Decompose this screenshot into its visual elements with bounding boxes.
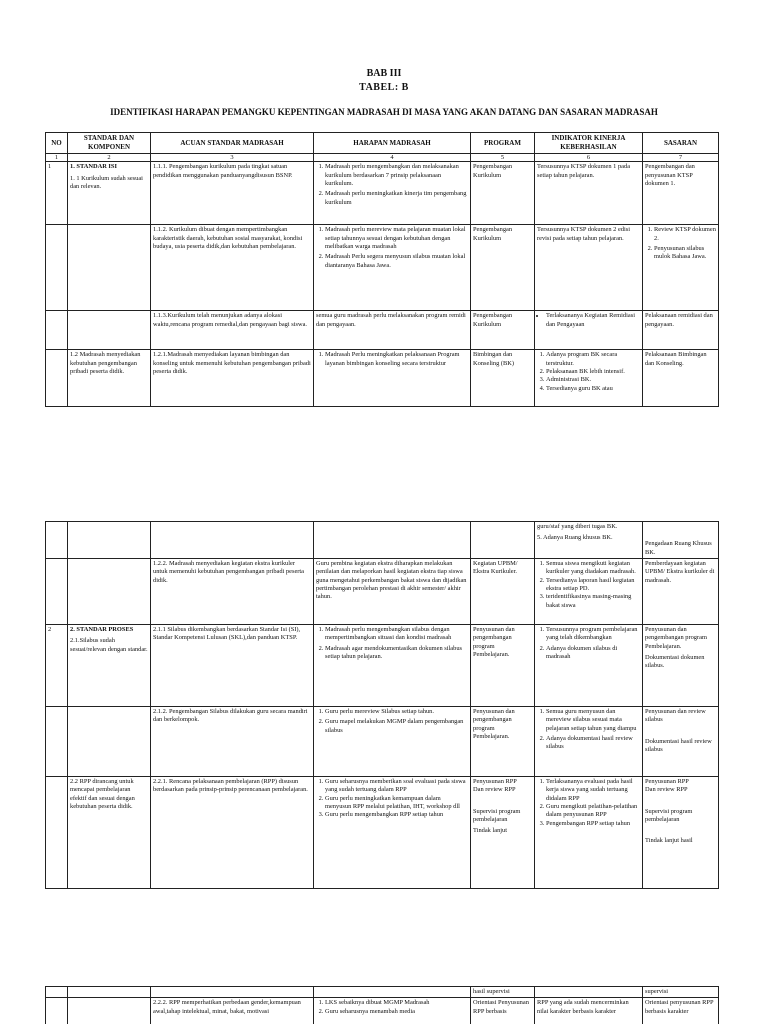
harapan-item: 1. Madrasah perlu mengembangkan silabus dengan mempertimbangkan situasi dan kondisi madrasah bbox=[325, 626, 468, 643]
cell-acuan: 2.1.2. Pengembangan Silabus dilakukan guru secara mandiri dan berkelompok. bbox=[151, 707, 314, 777]
cell-program: Pengembangan Kurikulum bbox=[471, 225, 535, 311]
harapan-item: 2. Guru seharusnya menambah media bbox=[325, 1008, 468, 1016]
cell-harapan bbox=[314, 777, 471, 889]
sasaran-item: Dan review RPP bbox=[645, 786, 688, 794]
cell-sasaran: supervisi bbox=[643, 987, 719, 998]
indikator-item: 2. Tersedianya laporan hasil kegiatan ekstra setiap PD. bbox=[546, 577, 640, 594]
identification-table-page-1 bbox=[45, 132, 719, 407]
cell-harapan bbox=[314, 162, 471, 225]
cell-sasaran: Pengembangan dan penyusunan KTSP dokumen 1. bbox=[643, 162, 719, 225]
cell-program: Bimbingan dan Konseling (BK) bbox=[471, 350, 535, 407]
table-header-row bbox=[46, 133, 719, 154]
sasaran-item: Dokumentasi dokumen silabus. bbox=[645, 653, 705, 670]
header-sasaran: SASARAN bbox=[643, 133, 719, 154]
table-row bbox=[46, 987, 719, 998]
harapan-item: 2. Guru mapel melakukan MGMP dalam pengembangan silabus bbox=[325, 718, 468, 735]
harapan-item: 1. Guru seharusnya memberikan soal evaluasi pada siswa yang sudah tertuang dalam RPP bbox=[325, 778, 468, 795]
cell-acuan: 1.2.1.Madrasah menyediakan layanan bimbingan dan konseling untuk memenuhi kebutuhan pengembangan pribadi peserta didik. bbox=[151, 350, 314, 407]
cell-indikator bbox=[535, 777, 643, 889]
document-heading: IDENTIFIKASI HARAPAN PEMANGKU KEPENTINGAN MADRASAH DI MASA YANG AKAN DATANG DAN SASARAN MADRASAH bbox=[110, 107, 658, 117]
harapan-item: 2. Madrasah Perlu segera menyusun silabus muatan lokal diantaranya Bahasa Jawa. bbox=[325, 253, 468, 270]
sasaran-item: Penyusunan RPP bbox=[645, 778, 689, 785]
cell-sasaran bbox=[643, 225, 719, 311]
column-number-row bbox=[46, 154, 719, 162]
cell-program: Penyusunan dan pengembangan program Pembelajaran. bbox=[471, 707, 535, 777]
indikator-continued: guru/staf yang diberi tugas BK. bbox=[537, 523, 618, 530]
header-acuan: ACUAN STANDAR MADRASAH bbox=[151, 133, 314, 154]
cell-indikator bbox=[535, 311, 643, 350]
cell-indikator bbox=[535, 707, 643, 777]
program-item: Tindak lanjut bbox=[473, 827, 508, 835]
standar-title: 1. STANDAR ISI bbox=[70, 163, 117, 171]
col-number: 1 bbox=[46, 154, 68, 162]
table-row bbox=[46, 350, 719, 407]
program-item: Dan review RPP bbox=[473, 786, 516, 794]
cell-standar: 2.2 RPP dirancang untuk mencapai pembelajaran efektif dan sesuai dengan kebutuhan peserta didik. bbox=[68, 777, 151, 889]
cell-harapan bbox=[314, 225, 471, 311]
harapan-item: 3. Guru perlu mengembangkan RPP setiap tahun bbox=[325, 811, 468, 819]
indikator-item: 1. Tersusunnya program pembelajaran yang telah dikembangkan bbox=[546, 626, 640, 643]
cell-indikator: RPP yang ada sudah mencerminkan nilai karakter berbasis karakter bbox=[535, 998, 643, 1024]
cell-program: hasil supervisi bbox=[471, 987, 535, 998]
header-indikator: INDIKATOR KINERJA KEBERHASILAN bbox=[535, 133, 643, 154]
chapter-title: BAB III bbox=[366, 68, 402, 79]
standar-title: 2. STANDAR PROSES bbox=[70, 626, 134, 633]
col-number: 6 bbox=[535, 154, 643, 162]
cell-indikator: Tersusunnya KTSP dokumen 2 edisi revisi pada setiap tahun pelajaran. bbox=[535, 225, 643, 311]
table-row bbox=[46, 522, 719, 559]
harapan-item: 1. Madrasah perlu mengembangkan dan melaksanakan kurikulum berdasarkan 7 prinsip pelaksanaan kurikulum. bbox=[325, 163, 468, 188]
harapan-item: 2. Madrasah perlu meningkatkan kinerja tim pengembang kurikulum bbox=[325, 190, 468, 207]
cell-acuan: 2.2.1. Rencana pelaksanaan pembelajaran (RPP) disusun berdasarkan pada prinsip-prinsip perencanaan pembelajaran. bbox=[151, 777, 314, 889]
cell-sasaran: Pelaksanaan remidiasi dan pengayaan. bbox=[643, 311, 719, 350]
col-number: 2 bbox=[68, 154, 151, 162]
cell-no: 1 bbox=[46, 162, 68, 225]
indikator-item: 3. Pengembangan RPP setiap tahun bbox=[546, 820, 640, 828]
identification-table-page-3 bbox=[45, 986, 719, 1024]
sasaran-item: Tindak lanjut hasil bbox=[645, 837, 693, 845]
standar-sub: 2.1.Silabus sudah sesuai/relevan dengan standar. bbox=[70, 637, 148, 653]
sasaran-item: 2. Penyusunan silabus mulok Bahasa Jawa. bbox=[654, 245, 716, 262]
harapan-item: 2. Guru perlu meningkatkan kemampuan dalam menyusun RPP melalui pelatihan, IHT, workshop dll bbox=[325, 795, 468, 812]
col-number: 5 bbox=[471, 154, 535, 162]
cell-acuan: 2.1.1 Silabus dikembangkan berdasarkan Standar Isi (SI), Standar Kompetensi Lulusan (SKL),dan panduan KTSP. bbox=[151, 625, 314, 707]
table-row bbox=[46, 998, 719, 1024]
indikator-item: 2. Guru mengikuti pelatihan-pelatihan dalam penyusunan RPP bbox=[546, 803, 640, 820]
cell-harapan bbox=[314, 350, 471, 407]
indikator-item: 2. Adanya dokumen silabus di madrasah bbox=[546, 645, 640, 662]
sasaran-item: Supervisi program pembelajaran bbox=[645, 807, 693, 823]
cell-sasaran bbox=[643, 625, 719, 707]
program-item: Penyusunan RPP bbox=[473, 778, 517, 785]
cell-program: Kegiatan UPBM/ Ekstra Kurikuler. bbox=[471, 559, 535, 625]
program-item: Supervisi program pembelajaran bbox=[473, 807, 521, 823]
cell-acuan: 1.1.1. Pengembangan kurikulum pada tingkat satuan pendidikan menggunakan panduanyangdisusun BSNP. bbox=[151, 162, 314, 225]
harapan-item: 1. Guru perlu mereview Silabus setiap tahun. bbox=[325, 708, 468, 716]
cell-indikator bbox=[535, 350, 643, 407]
table-row bbox=[46, 707, 719, 777]
indikator-item: 5. Adanya Ruang khusus BK. bbox=[537, 534, 613, 542]
table-title: TABEL: B bbox=[359, 82, 409, 93]
cell-acuan: 1.1.3.Kurikulum telah menunjukan adanya alokasi waktu,rencana program remedial,dan pengayaan bagi siswa. bbox=[151, 311, 314, 350]
standar-sub: 1. 1 Kurikulum sudah sesuai dan relevan. bbox=[70, 174, 143, 190]
harapan-item: 1. LKS sebaiknya dibuat MGMP Madrasah bbox=[325, 999, 468, 1007]
header-program: PROGRAM bbox=[471, 133, 535, 154]
cell-sasaran: Orientasi penyusunan RPP berbasis karakter bbox=[643, 998, 719, 1024]
cell-sasaran bbox=[643, 777, 719, 889]
cell-program: Orientasi Penyusunan RPP berbasis bbox=[471, 998, 535, 1024]
col-number: 4 bbox=[314, 154, 471, 162]
cell-sasaran: Pengadaan Ruang Khusus BK. bbox=[643, 522, 719, 559]
table-row bbox=[46, 625, 719, 707]
table-row bbox=[46, 225, 719, 311]
indikator-item: 1. Semua siswa mengikuti kegiatan kurikuler yang diadakan madrasah. bbox=[546, 560, 640, 577]
identification-table-page-2 bbox=[45, 521, 719, 889]
cell-sasaran: Pelaksanaan Bimbingan dan Konseling. bbox=[643, 350, 719, 407]
harapan-item: 1. Madrasah perlu mereview mata pelajaran muatan lokal setiap tahunnya sesuai dengan kebutuhan dengan melibatkan warga madrasah bbox=[325, 226, 468, 251]
cell-program: Penyusunan dan pengembangan program Pembelajaran. bbox=[471, 625, 535, 707]
table-row bbox=[46, 311, 719, 350]
cell-standar bbox=[68, 625, 151, 707]
sasaran-item: Penyusunan dan review silabus bbox=[645, 708, 706, 724]
cell-standar: 1.2 Madrasah menyediakan kebutuhan pengembangan pribadi peserta didik. bbox=[68, 350, 151, 407]
harapan-item: 1. Madrasah Perlu meningkatkan pelaksanaan Program layanan bimbingan konseling secara terstruktur bbox=[325, 351, 468, 368]
indikator-item: 1. Adanya program BK secara terstruktur. bbox=[546, 351, 640, 368]
cell-standar bbox=[68, 162, 151, 225]
table-row bbox=[46, 559, 719, 625]
cell-sasaran: Pemberdayaan kegiatan UPBM/ Ekstra kurikuler di madrasah. bbox=[643, 559, 719, 625]
indikator-item: 3. teridentifikasinya masing-masing bakat siswa bbox=[546, 593, 640, 610]
indikator-item: 1. Semua guru menyusun dan mereview silabus sesuai mata pelajaran setiap tahun yang diampu bbox=[546, 708, 640, 733]
cell-acuan: 1.1.2. Kurikulum dibuat dengan mempertimbangkan karakteristik daerah, kebutuhan sosial masyarakat, kondisi budaya, usia peserta didik,dan kebutuhan pembelajaran. bbox=[151, 225, 314, 311]
cell-harapan bbox=[314, 625, 471, 707]
indikator-item: 2. Adanya dokumentasi hasil review silabus bbox=[546, 735, 640, 752]
sasaran-item: Dokumentasi hasil review silabus bbox=[645, 737, 712, 753]
header-no: NO bbox=[46, 133, 68, 154]
sasaran-item: 1. Review KTSP dokumen 2. bbox=[654, 226, 716, 243]
sasaran-item: Penyusunan dan pengembangan program Pembelajaran. bbox=[645, 626, 707, 650]
table-row bbox=[46, 777, 719, 889]
indikator-item: 4. Tersedianya guru BK atau bbox=[546, 385, 640, 393]
indikator-item: 2. Pelaksanaan BK lebih intensif. bbox=[546, 368, 640, 376]
table-row bbox=[46, 162, 719, 225]
cell-indikator bbox=[535, 559, 643, 625]
cell-indikator: Tersusunnya KTSP dokumen 1 pada setiap tahun pelajaran. bbox=[535, 162, 643, 225]
cell-program bbox=[471, 777, 535, 889]
harapan-item: 2. Madrasah agar mendokumentasikan dokumen silabus setiap tahun pelajaran. bbox=[325, 645, 468, 662]
col-number: 7 bbox=[643, 154, 719, 162]
cell-indikator bbox=[535, 625, 643, 707]
cell-program: Pengembangan Kurikulum bbox=[471, 311, 535, 350]
cell-acuan: 2.2.2. RPP memperhatikan perbedaan gender,kemampuan awal,tahap intelektual, minat, bakat, motivasi bbox=[151, 998, 314, 1024]
cell-harapan bbox=[314, 998, 471, 1024]
cell-no: 2 bbox=[46, 625, 68, 707]
indikator-item: • Terlaksananya Kegiatan Remidiasi dan Pengayaan bbox=[546, 312, 640, 329]
col-number: 3 bbox=[151, 154, 314, 162]
header-harapan: HARAPAN MADRASAH bbox=[314, 133, 471, 154]
cell-indikator bbox=[535, 522, 643, 559]
indikator-item: 1. Terlaksananya evaluasi pada hasil kerja siswa yang sudah tertuang didalam RPP bbox=[546, 778, 640, 803]
header-standar: STANDAR DAN KOMPONEN bbox=[68, 133, 151, 154]
cell-harapan bbox=[314, 707, 471, 777]
cell-harapan: semua guru madrasah perlu melaksanakan program remidi dan pengayaan. bbox=[314, 311, 471, 350]
indikator-item: 3. Administrasi BK. bbox=[546, 376, 640, 384]
cell-harapan: Guru pembina kegiatan ekstra diharapkan melakukan penilaian dan melaporkan hasil kegiatan ekstra tiap siswa guna mengetahui perkembangan bakat siswa dan dijadikan pertimbangan perolehan prestasi di akhir semester/ akhir tahun. bbox=[314, 559, 471, 625]
cell-sasaran bbox=[643, 707, 719, 777]
cell-acuan: 1.2.2. Madrasah menyediakan kegiatan ekstra kurikuler untuk memenuhi kebutuhan pengembangan pribadi peserta didik. bbox=[151, 559, 314, 625]
cell-program: Pengembangan Kurikulum bbox=[471, 162, 535, 225]
